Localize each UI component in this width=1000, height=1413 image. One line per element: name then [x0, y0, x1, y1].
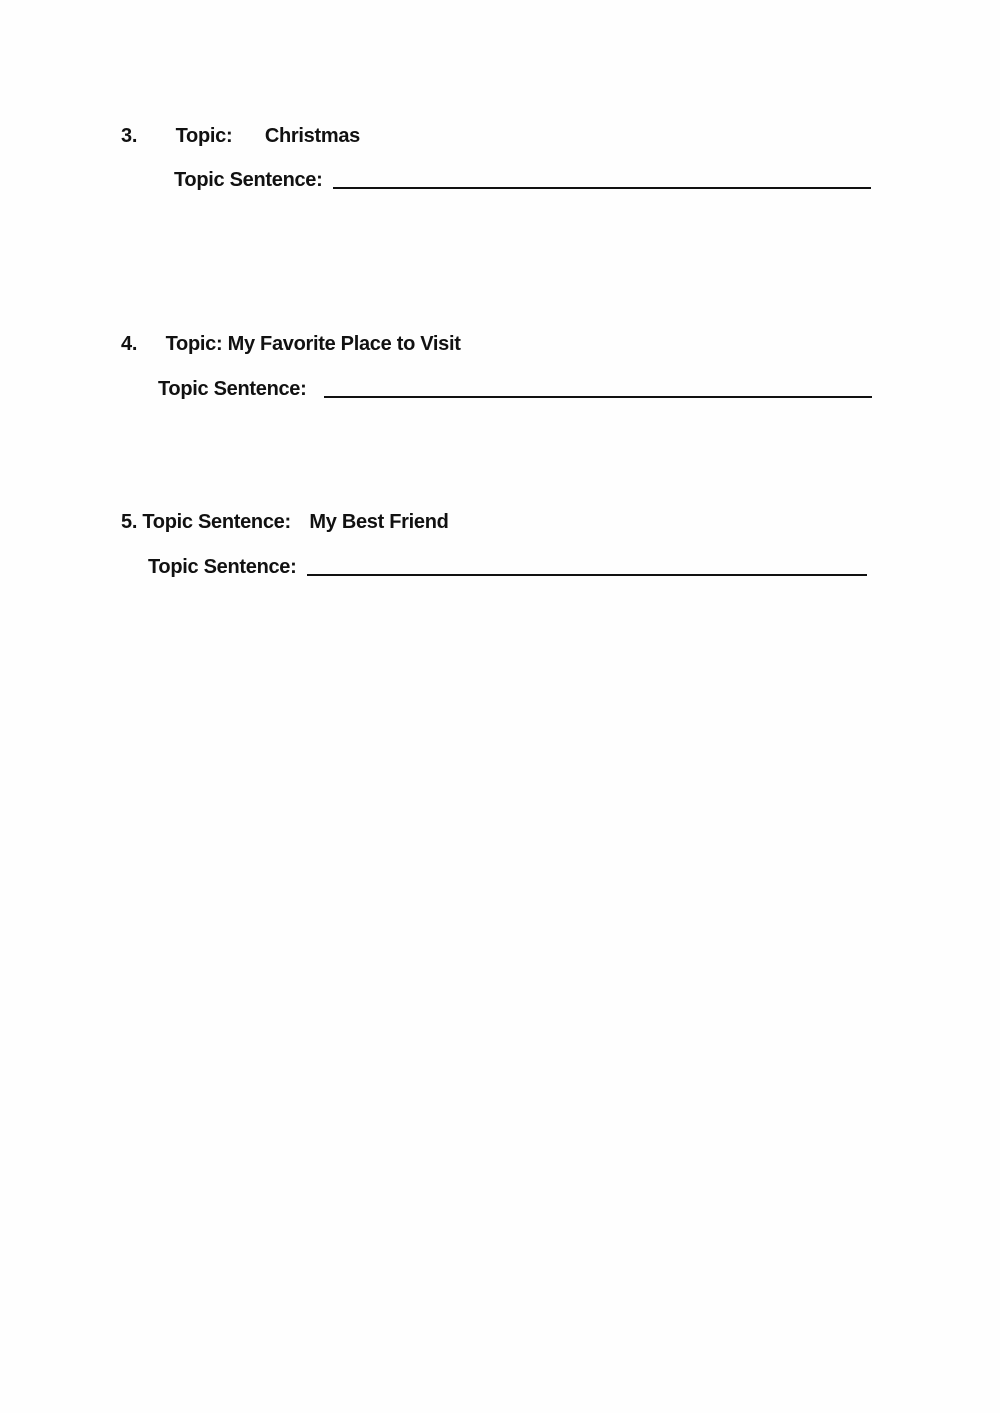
topic-value: Christmas [264, 125, 360, 147]
item-number: 3. [121, 125, 138, 147]
topic-label: Topic: [175, 125, 233, 147]
item-5-answer-blank[interactable] [307, 574, 867, 576]
topic-label: Topic: My Favorite Place to Visit [165, 333, 461, 355]
item-3-answer-blank[interactable] [333, 187, 871, 189]
item-number: 4. [121, 333, 138, 355]
item-3-answer-label: Topic Sentence: [174, 169, 323, 191]
item-3-heading [121, 124, 360, 148]
topic-value: My Best Friend [309, 511, 449, 533]
item-5-answer-label: Topic Sentence: [148, 556, 297, 578]
item-4-answer-blank[interactable] [324, 396, 872, 398]
item-number: 5. [121, 511, 138, 533]
item-4-answer-label: Topic Sentence: [158, 378, 307, 400]
item-5-heading [121, 510, 449, 534]
topic-label: Topic Sentence: [142, 511, 291, 533]
item-4-heading [121, 332, 461, 356]
